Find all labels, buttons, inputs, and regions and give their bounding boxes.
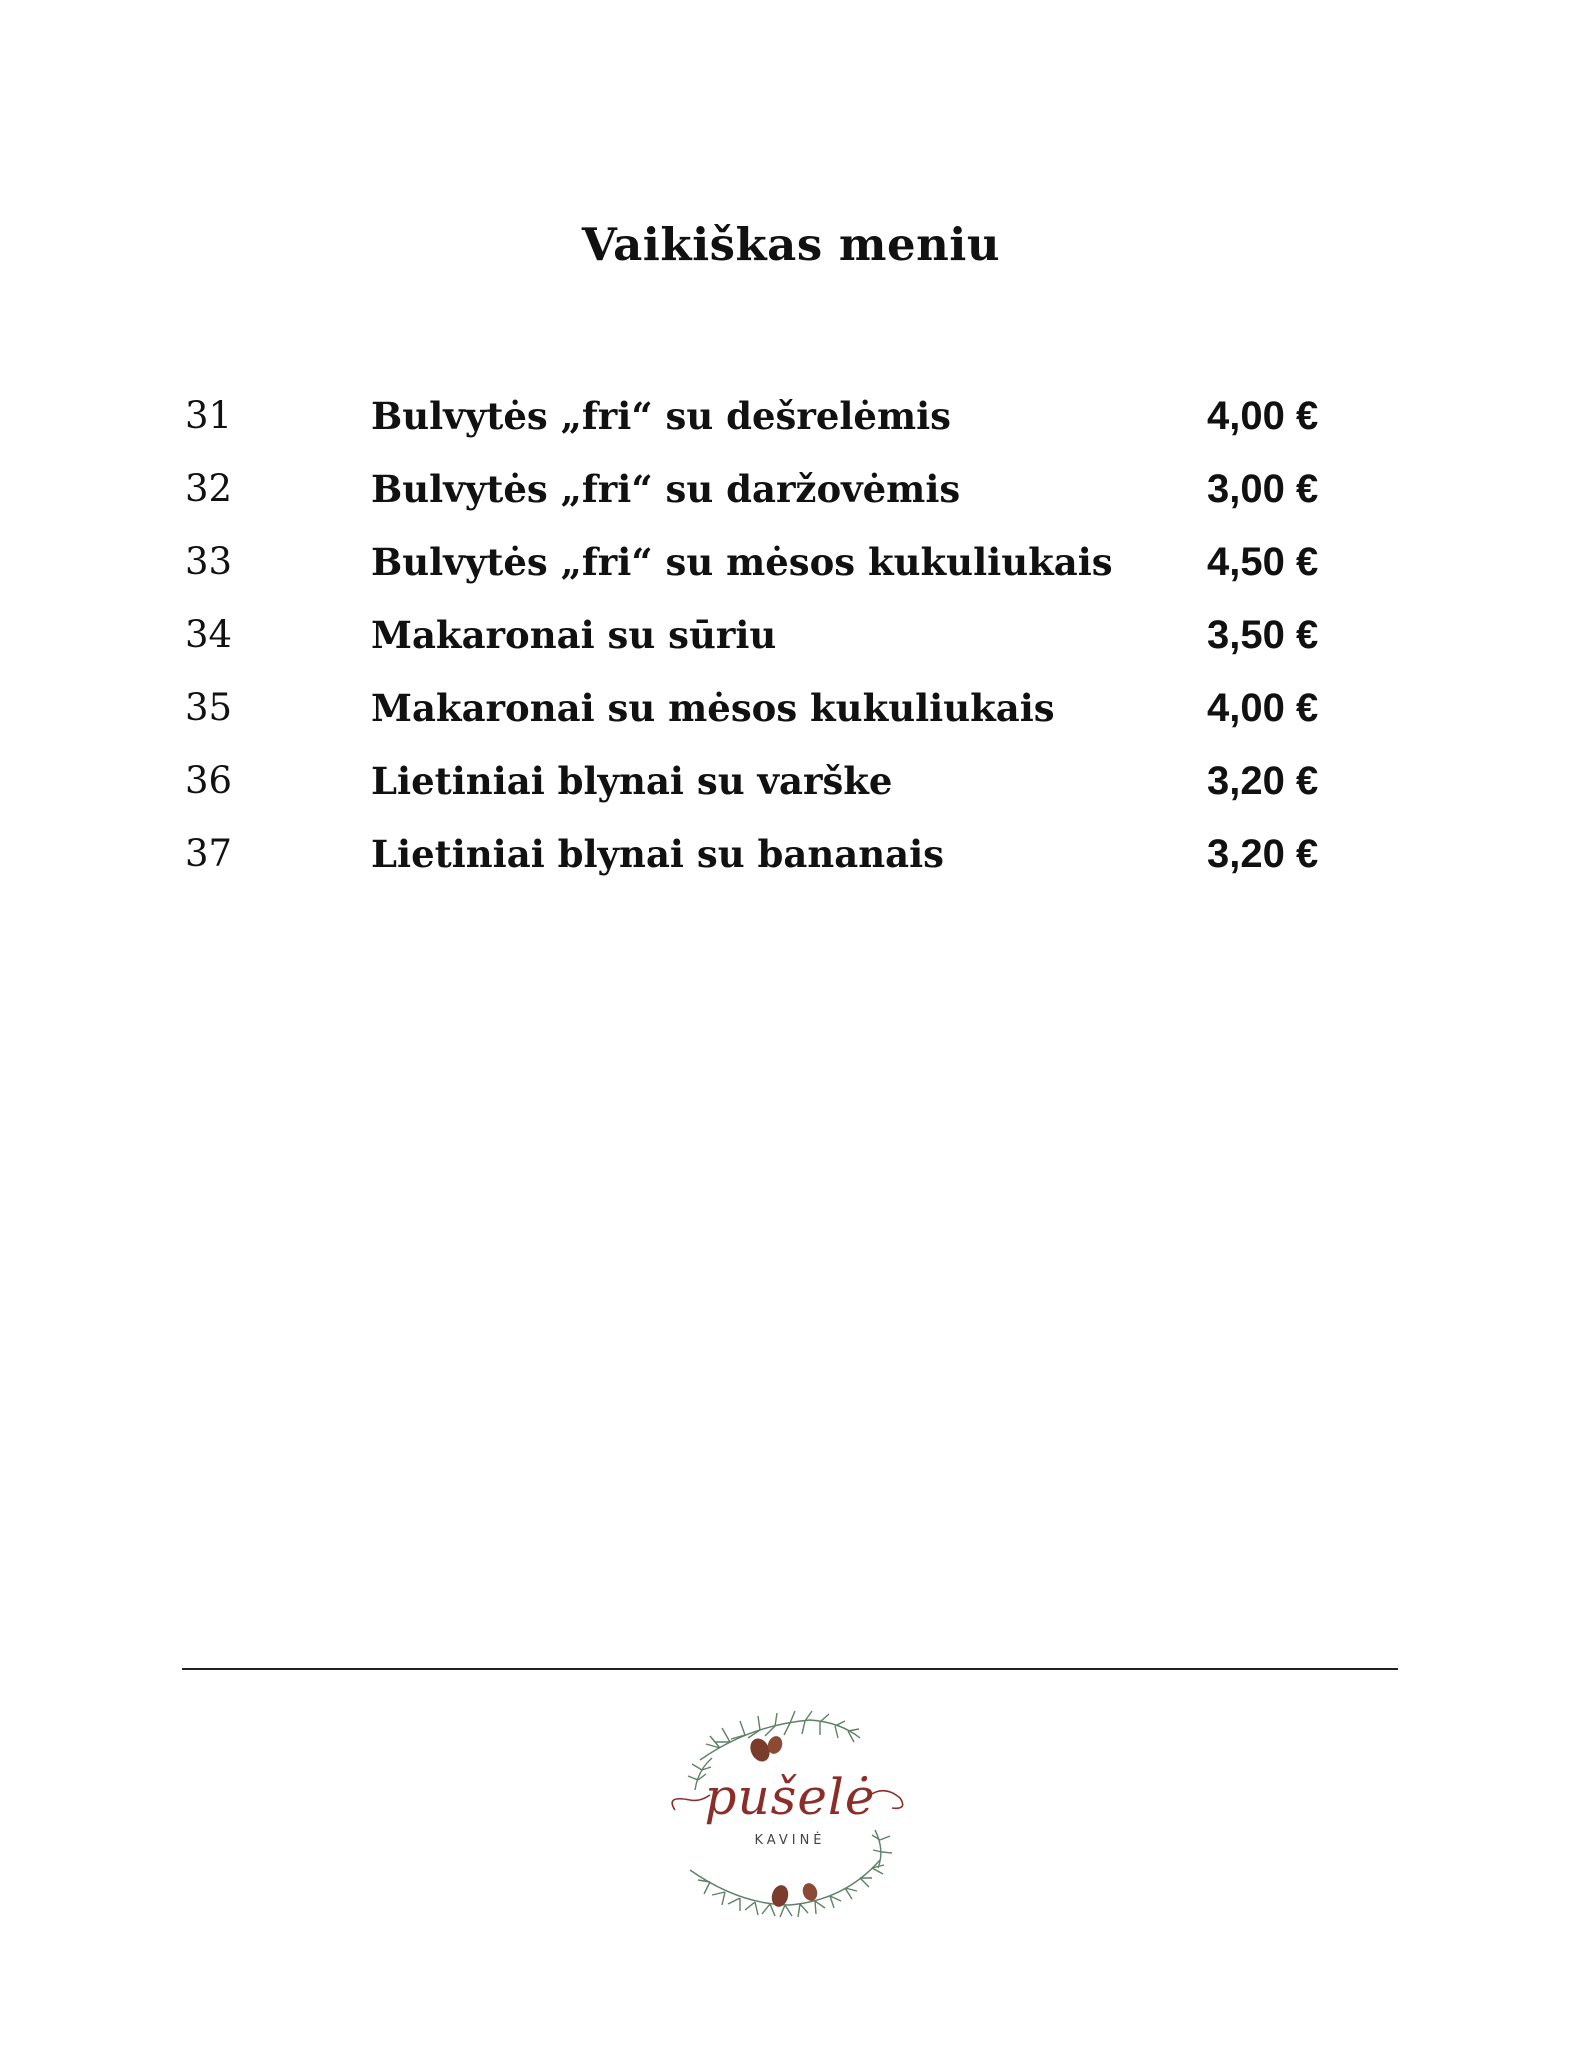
footer-divider [182, 1668, 1398, 1670]
item-price: 3,00 € [1207, 467, 1319, 511]
item-number: 32 [185, 467, 233, 510]
item-name: Bulvytės „fri“ su mėsos kukuliukais [371, 540, 1113, 584]
menu-list [185, 390, 1365, 901]
menu-item [185, 609, 1365, 682]
item-price: 3,20 € [1207, 759, 1319, 803]
item-name: Lietiniai blynai su varške [371, 759, 893, 803]
menu-item [185, 536, 1365, 609]
item-number: 36 [185, 759, 233, 802]
item-price: 3,20 € [1207, 832, 1319, 876]
item-name: Bulvytės „fri“ su dešrelėmis [371, 394, 952, 438]
menu-item [185, 828, 1365, 901]
menu-item [185, 755, 1365, 828]
item-name: Makaronai su sūriu [371, 613, 777, 657]
page-title: Vaikiškas meniu [581, 218, 1001, 271]
logo-name: pušelė [704, 1768, 876, 1826]
item-number: 34 [185, 613, 233, 656]
menu-item [185, 390, 1365, 463]
item-price: 4,00 € [1207, 394, 1319, 438]
item-price: 4,00 € [1207, 686, 1319, 730]
item-number: 35 [185, 686, 233, 729]
menu-item [185, 682, 1365, 755]
item-number: 37 [185, 832, 233, 875]
item-number: 31 [185, 394, 233, 437]
item-price: 3,50 € [1207, 613, 1319, 657]
logo-subtitle: KAVINĖ [754, 1833, 826, 1848]
item-name: Lietiniai blynai su bananais [371, 832, 944, 876]
item-name: Makaronai su mėsos kukuliukais [371, 686, 1055, 730]
item-price: 4,50 € [1207, 540, 1319, 584]
pinecone-top-icon [747, 1734, 785, 1765]
item-name: Bulvytės „fri“ su daržovėmis [371, 467, 961, 511]
menu-item [185, 463, 1365, 536]
item-number: 33 [185, 540, 233, 583]
